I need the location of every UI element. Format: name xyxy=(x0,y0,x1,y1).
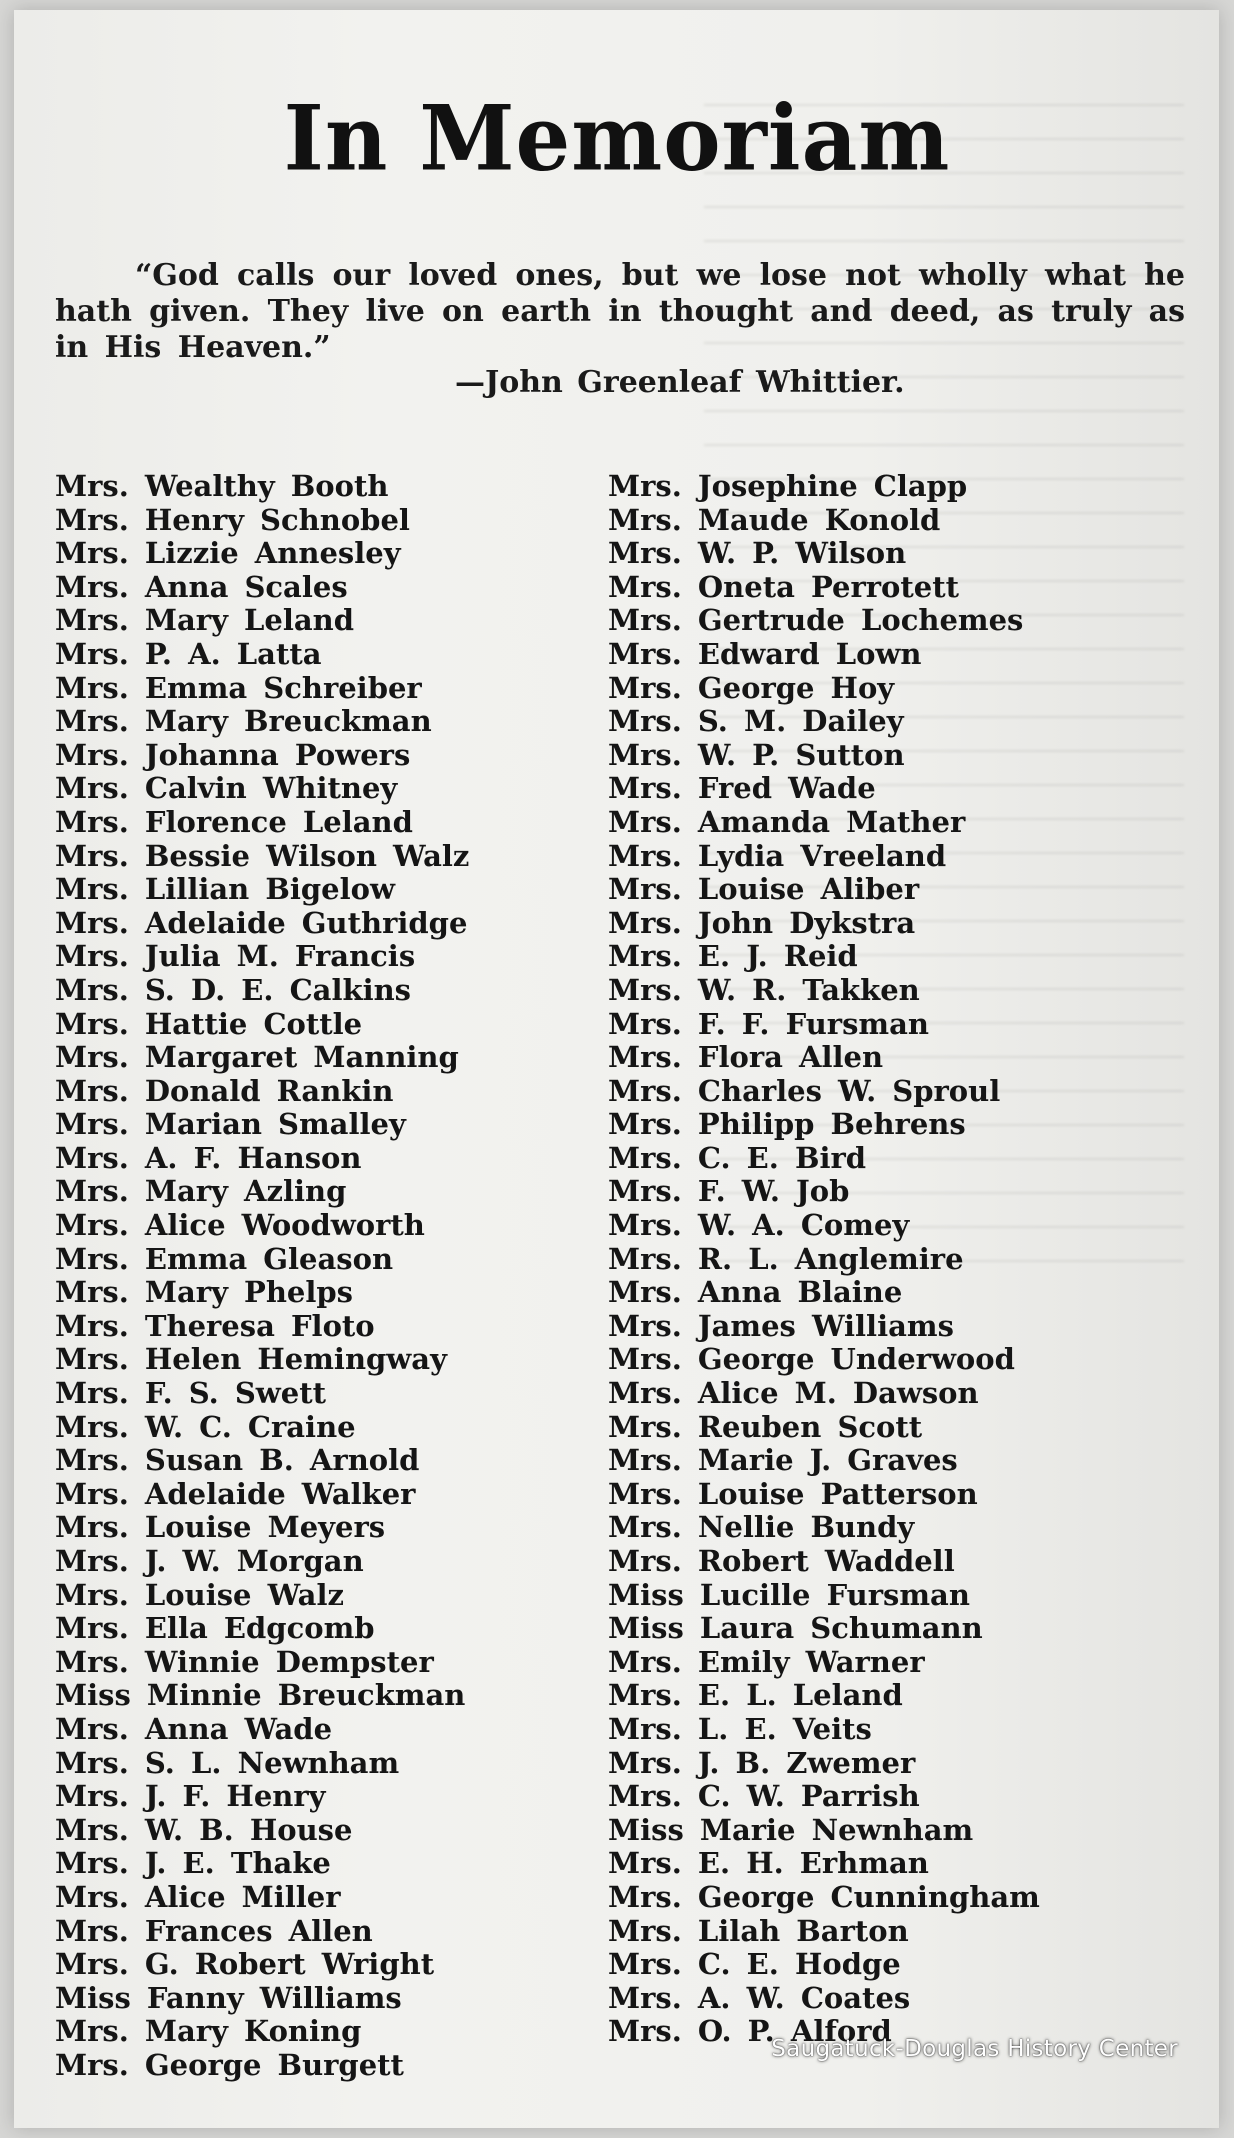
name-entry: Mrs. Nellie Bundy xyxy=(608,1510,915,1545)
name-entry: Mrs. Reuben Scott xyxy=(608,1409,923,1444)
name-entry: Mrs. Mary Breuckman xyxy=(55,704,432,739)
name-entry: Mrs. Robert Waddell xyxy=(608,1544,955,1578)
name-entry: Mrs. Lydia Vreeland xyxy=(608,838,947,873)
name-entry: Mrs. Louise Meyers xyxy=(55,1510,386,1545)
name-entry: Miss Minnie Breuckman xyxy=(55,1678,466,1713)
name-entry: Mrs. Anna Blaine xyxy=(608,1275,903,1310)
name-entry: Mrs. S. L. Newnham xyxy=(55,1745,400,1780)
name-entry: Mrs. James Williams xyxy=(608,1308,954,1343)
name-entry: Mrs. L. E. Veits xyxy=(608,1711,872,1746)
name-entry: Mrs. C. W. Parrish xyxy=(608,1779,920,1814)
name-entry: Mrs. Maude Konold xyxy=(608,502,941,537)
name-entry: Miss Marie Newnham xyxy=(608,1812,974,1847)
name-entry: Mrs. R. L. Anglemire xyxy=(608,1241,964,1276)
name-entry: Mrs. Emma Schreiber xyxy=(55,670,422,705)
name-entry: Mrs. Florence Leland xyxy=(55,804,413,839)
name-entry: Mrs. Louise Aliber xyxy=(608,872,920,907)
name-entry: Mrs. E. L. Leland xyxy=(608,1678,903,1713)
epigraph-quote: “God calls our loved ones, but we lose not wholly what he hath given. They live on earth in thought and deed, as truly as in His Heaven.” xyxy=(55,258,1185,365)
name-entry: Mrs. P. A. Latta xyxy=(55,636,322,671)
name-entry: Mrs. Winnie Dempster xyxy=(55,1644,434,1679)
name-entry: Mrs. Alice M. Dawson xyxy=(608,1376,979,1411)
name-entry: Mrs. Alice Woodworth xyxy=(55,1208,425,1243)
name-entry: Mrs. C. E. Hodge xyxy=(608,1947,901,1982)
name-entry: Mrs. George Hoy xyxy=(608,670,895,705)
name-entry: Mrs. Hattie Cottle xyxy=(55,1006,363,1041)
name-entry: Mrs. Marie J. Graves xyxy=(608,1443,958,1478)
name-entry: Mrs. Anna Scales xyxy=(55,569,348,604)
name-entry: Mrs. S. D. E. Calkins xyxy=(55,972,412,1007)
name-entry: Mrs. Johanna Powers xyxy=(55,737,411,772)
name-entry: Mrs. Louise Walz xyxy=(55,1577,344,1612)
watermark: Saugatuck-Douglas History Center xyxy=(771,2036,1178,2062)
name-entry: Mrs. W. B. House xyxy=(55,1812,353,1847)
name-entry: Mrs. Bessie Wilson Walz xyxy=(55,838,470,873)
name-entry: Miss Lucille Fursman xyxy=(608,1577,970,1612)
name-entry: Mrs. Gertrude Lochemes xyxy=(608,603,1024,638)
name-entry: Mrs. A. W. Coates xyxy=(608,1980,911,2015)
name-entry: Mrs. Adelaide Guthridge xyxy=(55,905,468,940)
name-entry: Mrs. George Cunningham xyxy=(608,1879,1040,1914)
name-entry: Mrs. Emily Warner xyxy=(608,1644,925,1679)
name-entry: Mrs. George Burgett xyxy=(55,2047,404,2082)
name-entry: Mrs. Helen Hemingway xyxy=(55,1342,447,1377)
name-entry: Mrs. E. J. Reid xyxy=(608,939,858,974)
name-entry: Mrs. A. F. Hanson xyxy=(55,1140,362,1175)
name-entry: Mrs. C. E. Bird xyxy=(608,1140,867,1175)
names-column-right xyxy=(608,470,1040,2049)
name-entry: Mrs. Mary Koning xyxy=(55,2014,362,2049)
name-entry: Mrs. Josephine Clapp xyxy=(608,469,968,503)
name-entry: Mrs. Oneta Perrotett xyxy=(608,569,959,604)
name-entry: Mrs. J. B. Zwemer xyxy=(608,1745,916,1780)
page-title: In Memoriam xyxy=(283,85,951,192)
name-entry: Mrs. Fred Wade xyxy=(608,771,876,806)
name-entry: Mrs. Charles W. Sproul xyxy=(608,1073,1001,1108)
name-entry: Mrs. W. P. Sutton xyxy=(608,737,905,772)
name-entry: Mrs. Wealthy Booth xyxy=(55,469,389,503)
name-entry: Mrs. Lilah Barton xyxy=(608,1913,909,1948)
name-entry: Mrs. Mary Leland xyxy=(55,603,355,638)
name-entry: Mrs. Calvin Whitney xyxy=(55,771,398,806)
name-entry: Mrs. J. F. Henry xyxy=(55,1779,326,1814)
name-entry: Mrs. Theresa Floto xyxy=(55,1308,375,1343)
name-entry: Mrs. Adelaide Walker xyxy=(55,1476,416,1511)
name-entry: Miss Fanny Williams xyxy=(55,1980,402,2015)
name-entry: Mrs. John Dykstra xyxy=(608,905,916,940)
name-entry: Mrs. Marian Smalley xyxy=(55,1107,406,1142)
name-entry: Mrs. O. P. Alford xyxy=(608,2014,892,2049)
name-entry: Mrs. F. S. Swett xyxy=(55,1376,327,1411)
name-entry: Mrs. F. W. Job xyxy=(608,1174,850,1209)
name-entry: Mrs. W. A. Comey xyxy=(608,1208,910,1243)
name-entry: Mrs. Mary Phelps xyxy=(55,1275,353,1310)
name-entry: Mrs. Frances Allen xyxy=(55,1913,373,1948)
name-entry: Mrs. Flora Allen xyxy=(608,1040,884,1075)
name-entry: Mrs. Louise Patterson xyxy=(608,1476,978,1511)
name-entry: Mrs. Edward Lown xyxy=(608,636,922,671)
name-entry: Mrs. Ella Edgcomb xyxy=(55,1611,375,1646)
name-entry: Mrs. W. P. Wilson xyxy=(608,536,907,571)
name-entry: Mrs. W. C. Craine xyxy=(55,1409,356,1444)
name-entry: Mrs. Philipp Behrens xyxy=(608,1107,966,1142)
name-entry: Mrs. Lizzie Annesley xyxy=(55,536,401,571)
name-entry: Mrs. Mary Azling xyxy=(55,1174,347,1209)
name-entry: Mrs. J. E. Thake xyxy=(55,1846,331,1881)
name-entry: Miss Laura Schumann xyxy=(608,1611,983,1646)
name-entry: Mrs. Susan B. Arnold xyxy=(55,1443,420,1478)
name-entry: Mrs. Emma Gleason xyxy=(55,1241,394,1276)
quote-attribution: —John Greenleaf Whittier. xyxy=(455,365,905,400)
name-entry: Mrs. George Underwood xyxy=(608,1342,1015,1377)
name-entry: Mrs. W. R. Takken xyxy=(608,972,920,1007)
name-entry: Mrs. Lillian Bigelow xyxy=(55,872,395,907)
name-entry: Mrs. Margaret Manning xyxy=(55,1040,459,1075)
name-entry: Mrs. Alice Miller xyxy=(55,1879,341,1914)
name-entry: Mrs. F. F. Fursman xyxy=(608,1006,929,1041)
name-entry: Mrs. Amanda Mather xyxy=(608,804,966,839)
name-entry: Mrs. J. W. Morgan xyxy=(55,1544,364,1578)
name-entry: Mrs. Donald Rankin xyxy=(55,1073,394,1108)
name-entry: Mrs. E. H. Erhman xyxy=(608,1846,929,1881)
name-entry: Mrs. Anna Wade xyxy=(55,1711,333,1746)
names-column-left xyxy=(55,470,469,2083)
name-entry: Mrs. Henry Schnobel xyxy=(55,502,410,537)
name-entry: Mrs. G. Robert Wright xyxy=(55,1947,435,1982)
name-entry: Mrs. Julia M. Francis xyxy=(55,939,416,974)
name-entry: Mrs. S. M. Dailey xyxy=(608,704,904,739)
